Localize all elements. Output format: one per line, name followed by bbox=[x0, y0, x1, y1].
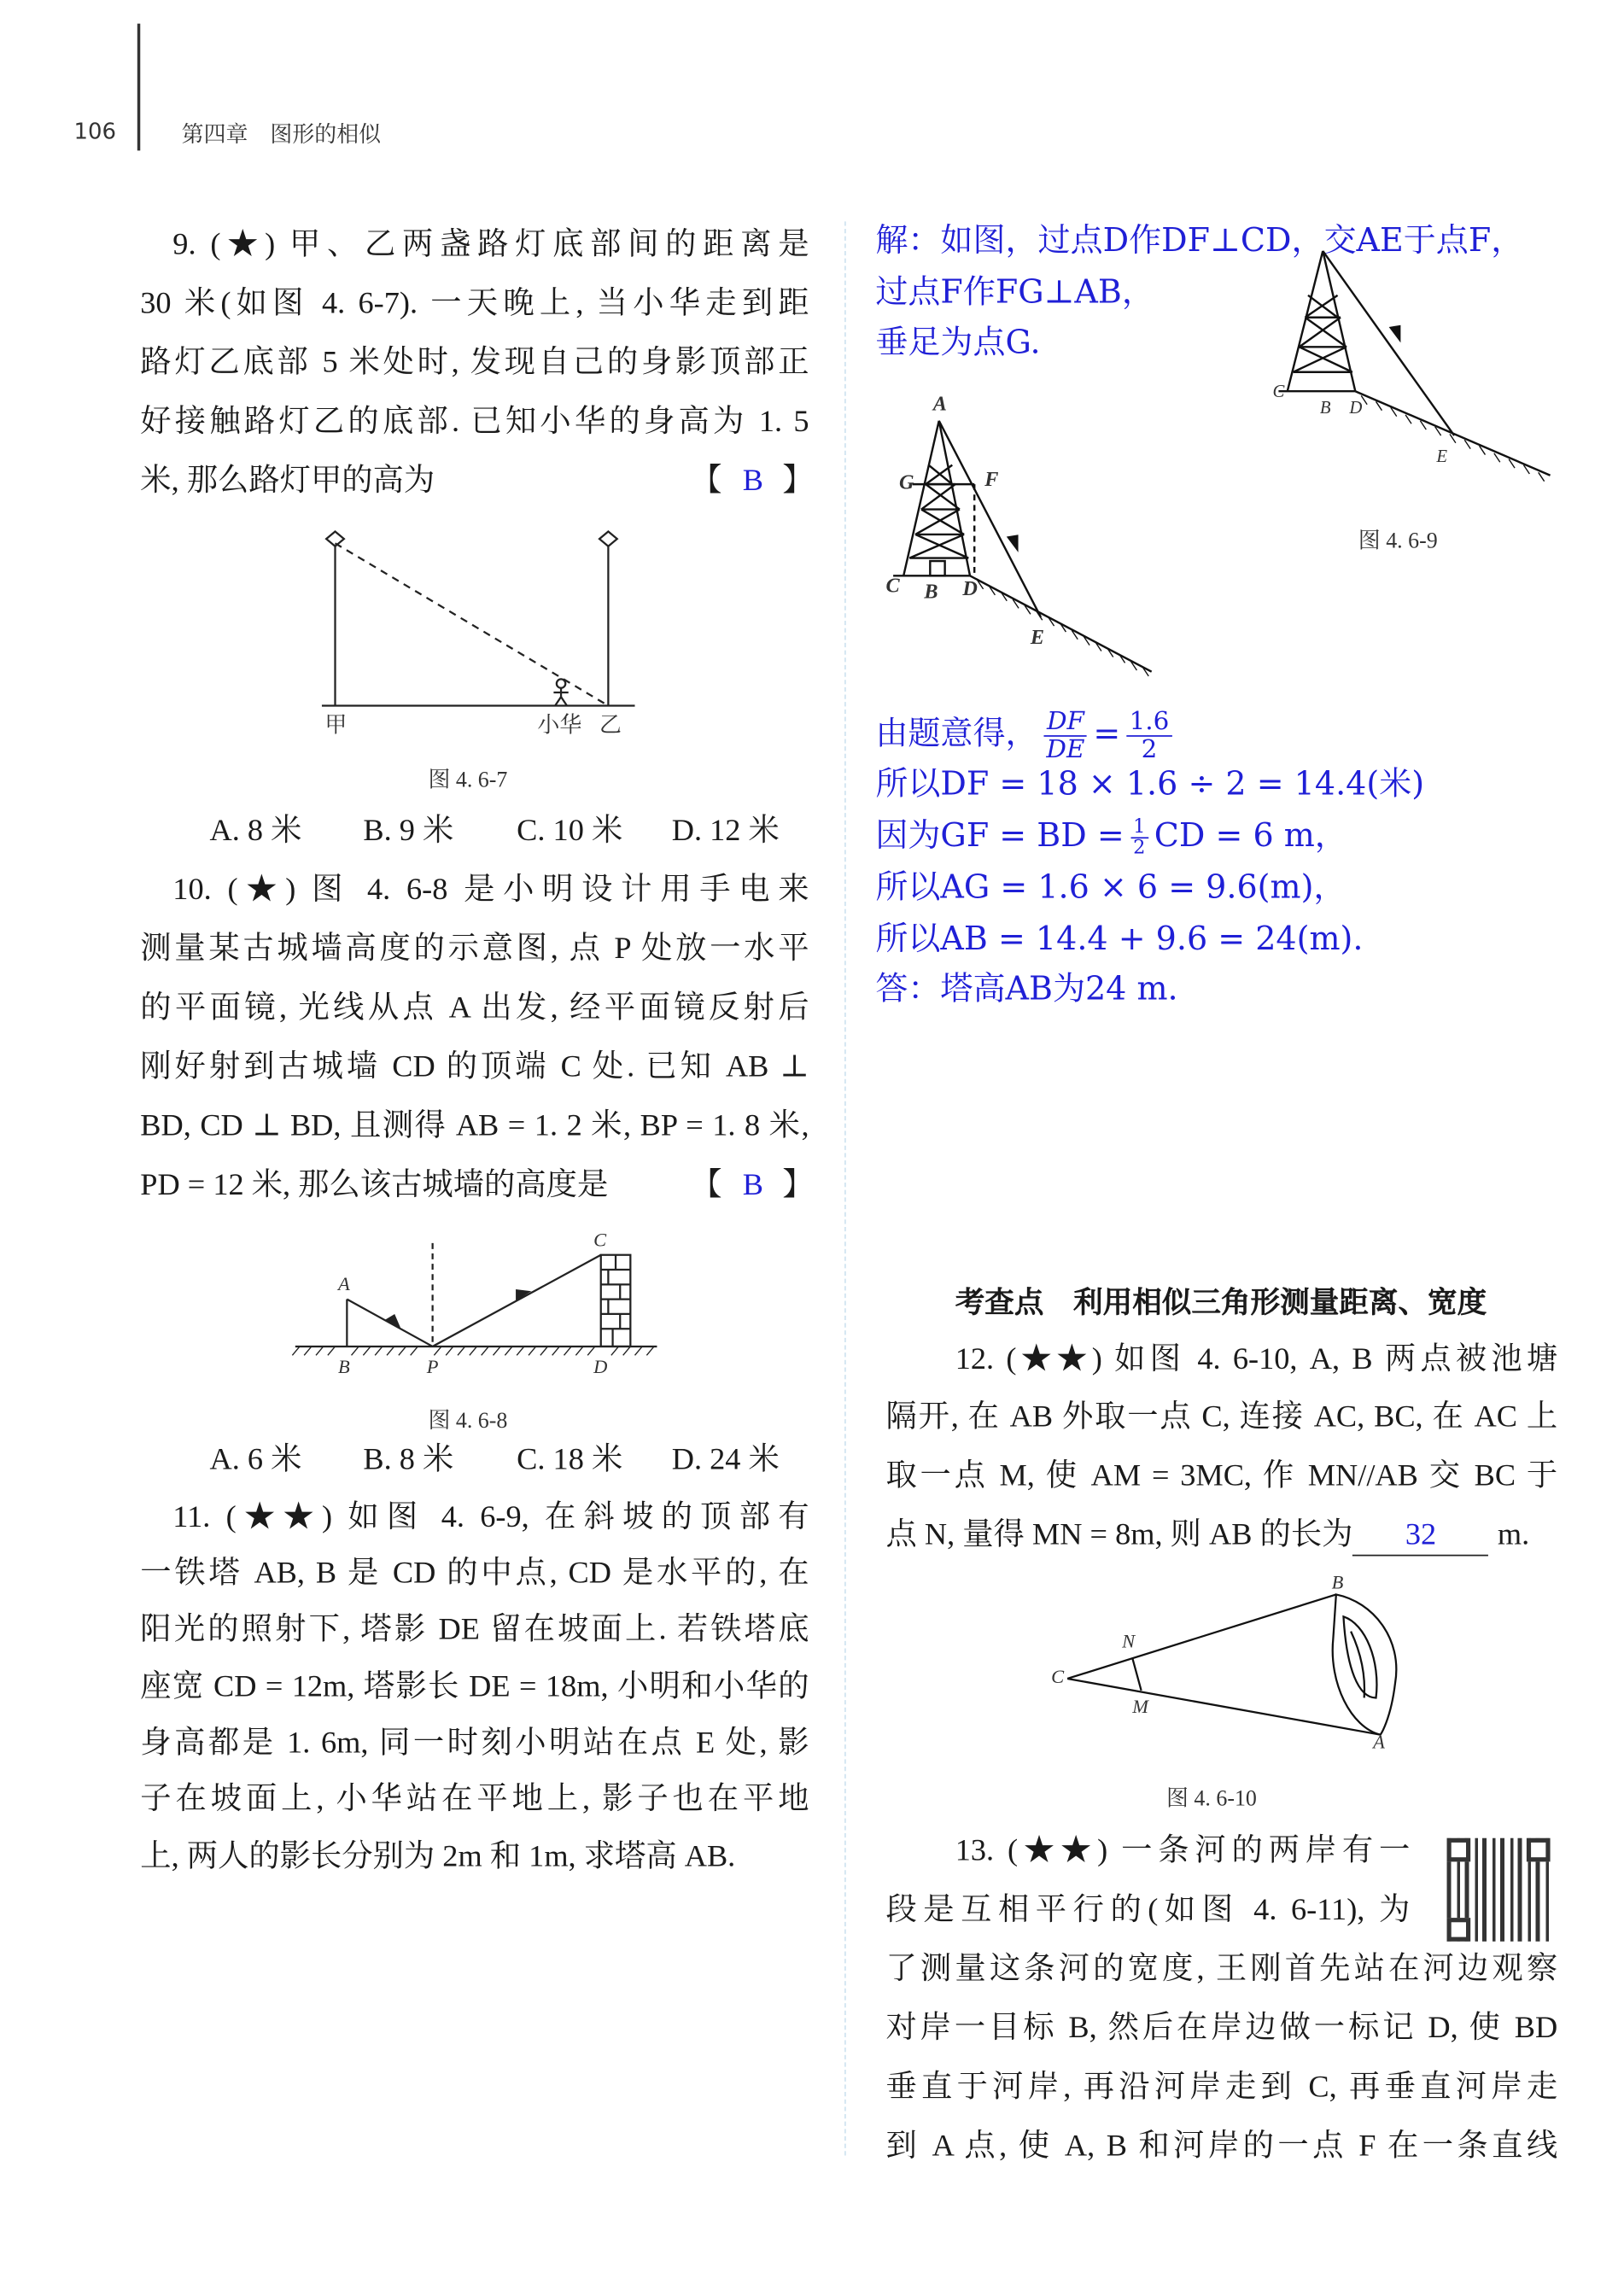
q10-line: 测量某古城墙高度的示意图, 点 P 处放一水平 bbox=[140, 930, 809, 966]
q11-line: 子在坡面上, 小华站在平地上, 影子也在平地 bbox=[140, 1780, 809, 1816]
label-d: D bbox=[962, 578, 978, 601]
unit: m. bbox=[1497, 1516, 1530, 1552]
q13-line: 13. (★★) 一条河的两岸有一 bbox=[955, 1831, 1411, 1868]
label-b: B bbox=[1331, 1570, 1344, 1593]
q12-line: 隔开, 在 AB 外取一点 C, 连接 AC, BC, 在 AC 上 bbox=[885, 1398, 1558, 1434]
solution-step4: 所以AG = 1.6 × 6 = 9.6(m)， bbox=[875, 869, 1347, 907]
small-label-e: E bbox=[1436, 446, 1448, 467]
q12-line: 取一点 M, 使 AM = 3MC, 作 MN//AB 交 BC 于 bbox=[885, 1457, 1558, 1493]
label-a: A bbox=[1373, 1730, 1385, 1753]
q10-line: 的平面镜, 光线从点 A 出发, 经平面镜反射后 bbox=[140, 989, 809, 1025]
q10-answer: B bbox=[742, 1165, 763, 1202]
label-m: M bbox=[1132, 1695, 1148, 1717]
q12-line: 12. (★★) 如图 4. 6-10, A, B 两点被池塘 bbox=[955, 1341, 1558, 1376]
bracket-close: 】 bbox=[782, 1165, 814, 1202]
q10-line: 10. (★) 图 4. 6-8 是小明设计用手电来 bbox=[172, 871, 809, 907]
label-c: C bbox=[1051, 1665, 1065, 1688]
solution-answer: 答：塔高AB为24 m. bbox=[875, 971, 1178, 1008]
small-label-c: C bbox=[1272, 381, 1285, 402]
q10-line: BD, CD ⊥ BD, 且测得 AB = 1. 2 米, BP = 1. 8 米, bbox=[140, 1107, 809, 1143]
label-b: B bbox=[337, 1355, 350, 1378]
q9-line: 9. (★) 甲、乙两盏路灯底部间的距离是 bbox=[172, 225, 809, 262]
q11-line: 阳光的照射下, 塔影 DE 留在坡面上. 若铁塔底 bbox=[140, 1610, 809, 1646]
label-d: D bbox=[593, 1355, 608, 1378]
denominator: DE bbox=[1046, 734, 1085, 764]
step3-prefix: 因为GF = BD = bbox=[875, 817, 1125, 856]
denominator: 2 bbox=[1133, 836, 1146, 859]
solution-step2: 所以DF = 18 × 1.6 ÷ 2 = 14.4(米) bbox=[875, 766, 1425, 803]
q12-answer: 32 bbox=[1405, 1516, 1437, 1552]
figure-caption: 图 4. 6-9 bbox=[1358, 529, 1438, 554]
bracket-open: 【 bbox=[691, 462, 722, 498]
option-b: B. 9 米 bbox=[363, 812, 454, 848]
q9-line: 30 米(如图 4. 6-7). 一天晚上, 当小华走到距 bbox=[140, 284, 809, 321]
qr-finder bbox=[1527, 1838, 1551, 1862]
option-c: C. 18 米 bbox=[517, 1440, 623, 1477]
label-xiaohua: 小华 bbox=[537, 714, 582, 739]
option-b: B. 8 米 bbox=[363, 1440, 454, 1477]
option-d: D. 24 米 bbox=[671, 1440, 780, 1477]
page-number: 106 bbox=[73, 118, 116, 145]
qr-code[interactable] bbox=[1447, 1838, 1551, 1942]
q11-line: 一铁塔 AB, B 是 CD 的中点, CD 是水平的, 在 bbox=[140, 1554, 809, 1591]
figure-caption: 图 4. 6-10 bbox=[1165, 1787, 1257, 1812]
q13-line: 对岸一目标 B, 然后在岸边做一标记 D, 使 BD bbox=[885, 2009, 1558, 2045]
equals: = bbox=[1093, 716, 1121, 753]
q11-line: 上, 两人的影长分别为 2m 和 1m, 求塔高 AB. bbox=[140, 1837, 736, 1874]
numerator: 1 bbox=[1130, 817, 1148, 838]
denominator: 2 bbox=[1141, 734, 1158, 764]
q12-text: 点 N, 量得 MN = 8m, 则 AB 的长为 bbox=[885, 1516, 1353, 1552]
bracket-open: 【 bbox=[691, 1165, 722, 1202]
label-a: A bbox=[932, 394, 947, 417]
option-d: D. 12 米 bbox=[671, 812, 780, 848]
step3-suffix: CD = 6 m， bbox=[1154, 817, 1347, 856]
q11-line: 11. (★★) 如图 4. 6-9, 在斜坡的顶部有 bbox=[172, 1498, 809, 1534]
q11-line: 身高都是 1. 6m, 同一时刻小明站在点 E 处, 影 bbox=[140, 1724, 809, 1761]
solution-line: 过点F作FG⊥AB， bbox=[875, 274, 1154, 312]
q10-line: PD = 12 米, 那么该古城墙的高度是 bbox=[140, 1165, 609, 1202]
numerator: 1.6 bbox=[1126, 708, 1172, 736]
q9-line: 路灯乙底部 5 米处时, 发现自己的身影顶部正 bbox=[140, 343, 809, 380]
section-heading: 考查点 利用相似三角形测量距离、宽度 bbox=[955, 1284, 1487, 1320]
q13-line: 了测量这条河的宽度, 王刚首先站在河边观察 bbox=[885, 1950, 1558, 1986]
q11-line: 座宽 CD = 12m, 塔影长 DE = 18m, 小明和小华的 bbox=[140, 1668, 809, 1704]
q13-line: 段是互相平行的(如图 4. 6-11), 为 bbox=[885, 1890, 1411, 1927]
option-a: A. 8 米 bbox=[209, 812, 302, 848]
option-a: A. 6 米 bbox=[209, 1440, 302, 1477]
bracket-close: 】 bbox=[782, 462, 814, 498]
label-n: N bbox=[1122, 1629, 1136, 1652]
label-f: F bbox=[984, 469, 999, 492]
chapter-title: 第四章 图形的相似 bbox=[181, 120, 382, 148]
figure-caption: 图 4. 6-8 bbox=[428, 1410, 508, 1434]
q10-line: 刚好射到古城墙 CD 的顶端 C 处. 已知 AB ⊥ bbox=[140, 1048, 809, 1084]
q9-answer: B bbox=[742, 462, 763, 498]
label-e: E bbox=[1030, 627, 1045, 650]
q9-line: 好接触路灯乙的底部. 已知小华的身高为 1. 5 bbox=[140, 403, 809, 439]
solution-line: 垂足为点G. bbox=[875, 324, 1041, 362]
solution-step5: 所以AB = 14.4 + 9.6 = 24(m). bbox=[875, 920, 1364, 959]
step1-prefix: 由题意得， bbox=[875, 716, 1038, 753]
figure-caption: 图 4. 6-7 bbox=[428, 768, 508, 793]
q13-line: 到 A 点, 使 A, B 和河岸的一点 F 在一条直线 bbox=[885, 2127, 1558, 2164]
label-jia: 甲 bbox=[324, 714, 348, 739]
small-label-b: B bbox=[1319, 397, 1331, 418]
label-c: C bbox=[593, 1228, 607, 1251]
numerator: DF bbox=[1044, 708, 1088, 736]
label-c: C bbox=[885, 575, 900, 599]
option-c: C. 10 米 bbox=[517, 812, 623, 848]
q13-line: 垂直于河岸, 再沿河岸走到 C, 再垂直河岸走 bbox=[885, 2068, 1558, 2104]
label-b: B bbox=[924, 581, 938, 605]
qr-finder bbox=[1447, 1918, 1471, 1942]
label-g: G bbox=[899, 472, 914, 495]
solution-line: 解：如图，过点D作DF⊥CD，交AE于点F， bbox=[875, 223, 1524, 260]
q9-line: 米, 那么路灯甲的高为 bbox=[140, 462, 435, 498]
label-a: A bbox=[337, 1272, 350, 1295]
label-p: P bbox=[426, 1355, 439, 1378]
qr-finder bbox=[1447, 1838, 1471, 1862]
label-yi: 乙 bbox=[599, 714, 622, 739]
small-label-d: D bbox=[1349, 397, 1363, 418]
